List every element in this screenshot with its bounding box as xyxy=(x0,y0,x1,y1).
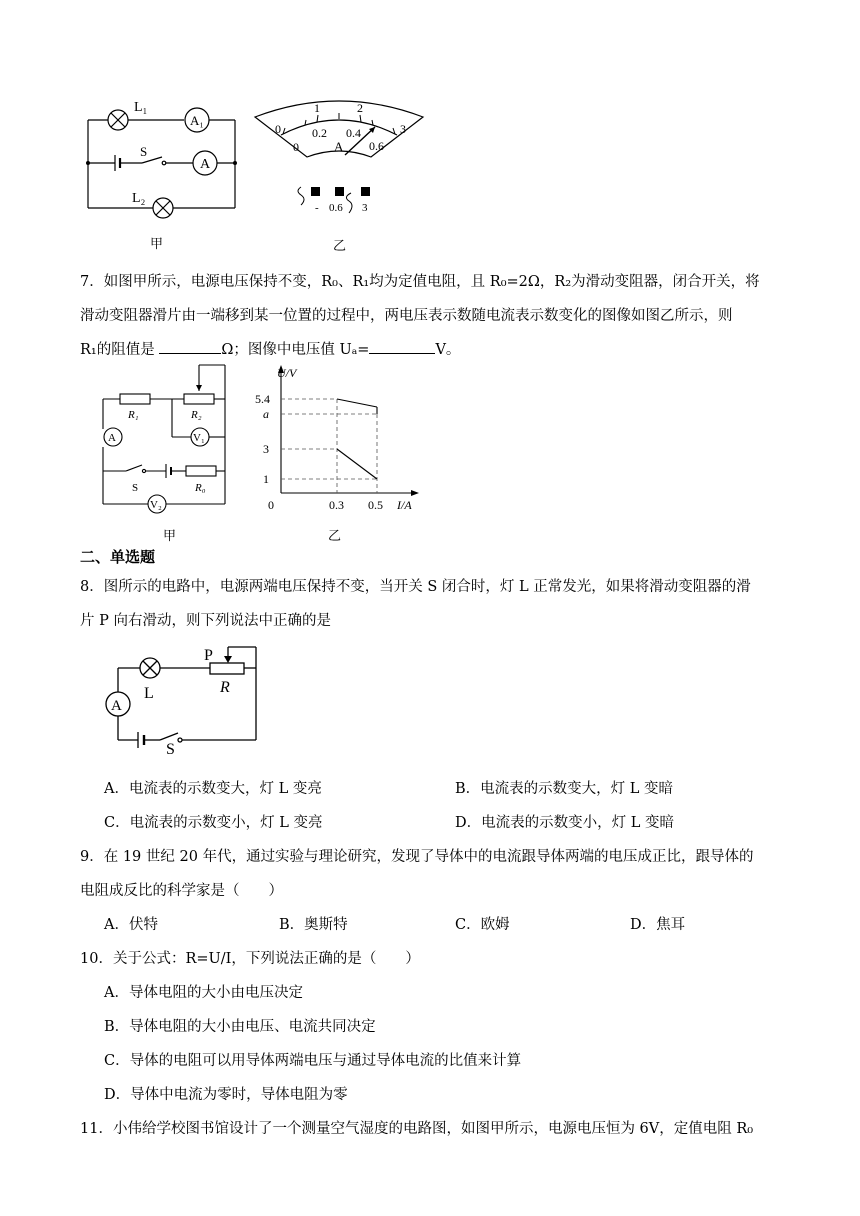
meter-top-2: 2 xyxy=(357,101,363,115)
meter-bottom-04: 0.4 xyxy=(346,126,361,140)
q7-line3 xyxy=(80,338,460,359)
terminal-3: 3 xyxy=(362,202,368,214)
q7-label-V2: V₂ xyxy=(150,499,162,511)
q7-label-R1: R₁ xyxy=(128,409,139,421)
q8-label-S: S xyxy=(166,741,175,754)
q10-option-d[interactable]: D．导体中电流为零时，导体电阻为零 xyxy=(104,1087,348,1103)
meter-unit: A xyxy=(334,139,344,154)
q7-label-R2: R₂ xyxy=(191,409,202,421)
q10-line1: 10．关于公式：R=U/I，下列说法正确的是（ ） xyxy=(80,951,420,967)
q7-answer-blank-1[interactable] xyxy=(159,339,221,354)
q8-line2: 片 P 向右滑动，则下列说法中正确的是 xyxy=(80,613,331,629)
q7-label-A: A xyxy=(108,432,116,444)
q6-label-A1: A₁ xyxy=(190,113,204,128)
q9-line2: 电阻成反比的科学家是（ ） xyxy=(80,883,283,899)
q7-line3-b: Ω；图像中电压值 Uₐ= xyxy=(221,342,370,358)
graph-ylabel: U/V xyxy=(277,366,297,380)
graph-xlabel: I/A xyxy=(397,498,412,512)
q9-option-b[interactable]: B．奥斯特 xyxy=(279,917,348,933)
q7-label-S: S xyxy=(132,482,139,494)
q10-option-a[interactable]: A．导体电阻的大小由电压决定 xyxy=(104,985,303,1001)
q8-label-L: L xyxy=(144,685,154,702)
graph-ytick-1: 1 xyxy=(263,472,269,486)
q7-label-R0: R₀ xyxy=(195,482,206,494)
q8-label-R: R xyxy=(220,679,230,696)
q9-option-d[interactable]: D．焦耳 xyxy=(630,917,686,933)
q7-right-caption: 乙 xyxy=(328,529,342,544)
meter-top-0: 0 xyxy=(275,122,281,136)
q6-label-L1: L₁ xyxy=(134,100,148,115)
q6-left-caption: 甲 xyxy=(150,237,164,252)
graph-xtick-05: 0.5 xyxy=(368,498,383,512)
q9-option-a[interactable]: A．伏特 xyxy=(104,917,158,933)
q7-line3-a: R₁的阻值是 xyxy=(80,342,160,358)
q9-option-c[interactable]: C．欧姆 xyxy=(455,917,510,933)
q8-option-d[interactable]: D．电流表的示数变小，灯 L 变暗 xyxy=(455,815,674,831)
q7-label-V1: V₁ xyxy=(193,432,205,444)
q7-answer-blank-2[interactable] xyxy=(369,339,435,354)
q7-circuit-figure xyxy=(98,363,233,521)
q7-left-caption: 甲 xyxy=(163,529,177,544)
meter-bottom-0: 0 xyxy=(293,140,299,154)
terminal-06: 0.6 xyxy=(329,202,343,214)
q8-option-a[interactable]: A．电流表的示数变大，灯 L 变亮 xyxy=(104,781,322,797)
meter-bottom-02: 0.2 xyxy=(312,126,327,140)
graph-xtick-0: 0 xyxy=(268,498,274,512)
q6-right-caption: 乙 xyxy=(333,239,347,254)
q9-line1: 9．在 19 世纪 20 年代，通过实验与理论研究，发现了导体中的电流跟导体两端的电压成正比，跟导体的 xyxy=(80,849,754,865)
q11-line1: 11．小伟给学校图书馆设计了一个测量空气湿度的电路图，如图甲所示，电源电压恒为 6V，定值电阻 R₀ xyxy=(80,1121,754,1137)
terminal-neg: - xyxy=(315,202,319,214)
section-heading: 二、单选题 xyxy=(80,548,156,566)
q8-circuit-figure xyxy=(98,642,263,754)
q7-line2: 滑动变阻器滑片由一端移到某一位置的过程中，两电压表示数随电流表示数变化的图像如图乙所示，则 xyxy=(80,308,733,324)
meter-top-1: 1 xyxy=(314,101,320,115)
q10-option-c[interactable]: C．导体的电阻可以用导体两端电压与通过导体电流的比值来计算 xyxy=(104,1053,522,1069)
q7-line3-c: V。 xyxy=(435,342,461,358)
q6-label-L2: L₂ xyxy=(132,191,146,206)
q10-option-b[interactable]: B．导体电阻的大小由电压、电流共同决定 xyxy=(104,1019,376,1035)
graph-xtick-03: 0.3 xyxy=(329,498,344,512)
meter-bottom-06: 0.6 xyxy=(369,139,384,153)
q8-option-c[interactable]: C．电流表的示数变小，灯 L 变亮 xyxy=(104,815,323,831)
meter-top-3: 3 xyxy=(400,122,406,136)
q7-line1: 7．如图甲所示，电源电压保持不变，R₀、R₁均为定值电阻，且 R₀=2Ω，R₂为滑动变阻器，闭合开关，将 xyxy=(80,274,760,290)
q6-label-S: S xyxy=(140,144,148,159)
q7-graph-figure xyxy=(255,363,425,521)
graph-ytick-54: 5.4 xyxy=(255,392,270,406)
q8-option-b[interactable]: B．电流表的示数变大，灯 L 变暗 xyxy=(455,781,674,797)
q6-circuit-figure xyxy=(80,95,245,220)
q8-line1: 8．图所示的电路中，电源两端电压保持不变，当开关 S 闭合时，灯 L 正常发光，如果将滑动变阻器的滑 xyxy=(80,579,751,595)
graph-ytick-a: a xyxy=(263,407,269,421)
q8-label-P: P xyxy=(204,647,213,664)
q8-label-A: A xyxy=(111,698,122,714)
ammeter-figure xyxy=(253,95,425,220)
graph-ytick-3: 3 xyxy=(263,442,269,456)
q6-label-A: A xyxy=(200,157,211,172)
